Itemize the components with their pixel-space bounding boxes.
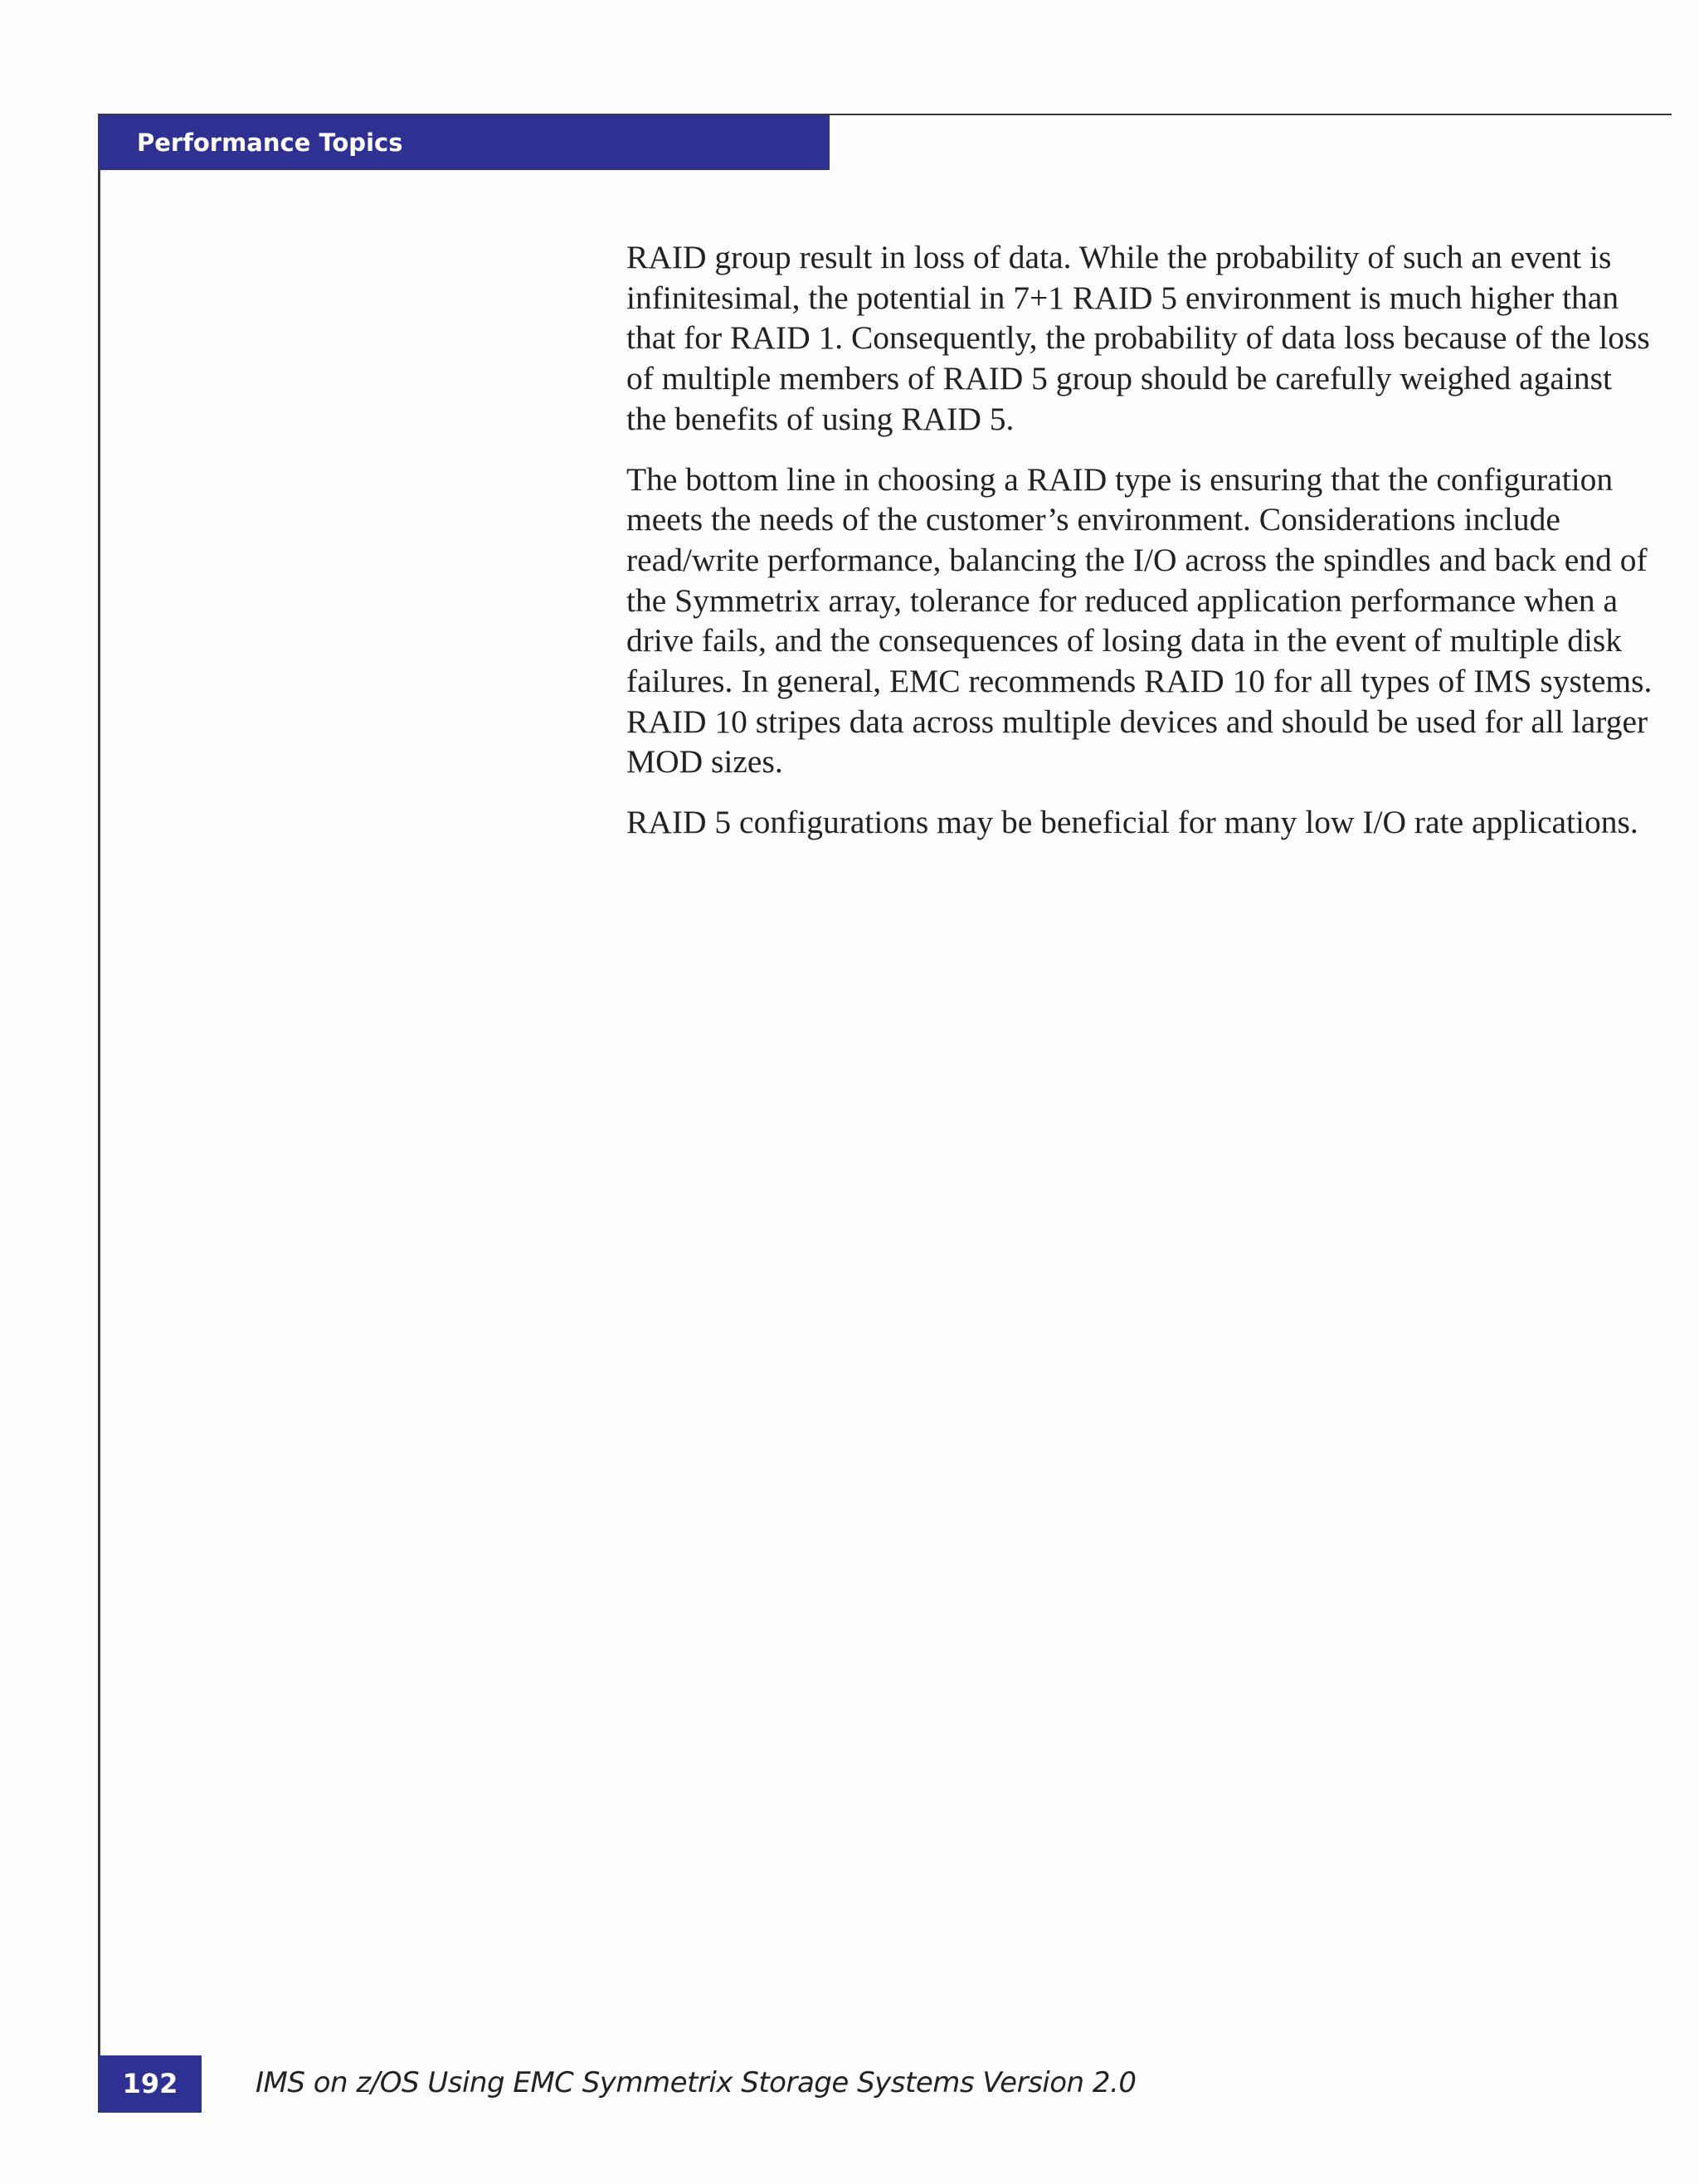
paragraph: RAID 5 configurations may be beneficial for many low I/O rate applications.	[626, 804, 1638, 841]
section-header-tab	[99, 115, 830, 170]
page-number-box	[99, 2055, 202, 2113]
paragraph: RAID group result in loss of data. While the probability of such an event is infinitesimal, the potential in 7+1 RAID 5 environment is much higher than that for RAID 1. Consequently, the probability of data loss because of the loss of multiple members of RAID 5 group should be carefully weighed against the benefits of using RAID 5.	[626, 239, 1650, 437]
section-title: Performance Topics	[137, 129, 403, 157]
page-number: 192	[122, 2068, 178, 2099]
paragraph: The bottom line in choosing a RAID type is ensuring that the configuration meets the needs of the customer’s environment. Considerations include read/write performance, balancing the I/O across the spindles and back end of the Symmetrix array, tolerance for reduced application performance when a drive fails, and the consequences of losing data in the event of multiple disk failures. In general, EMC recommends RAID 10 for all types of IMS systems. RAID 10 stripes data across multiple devices and should be used for all larger MOD sizes.	[626, 460, 1653, 781]
footer-book-title: IMS on z/OS Using EMC Symmetrix Storage Systems Version 2.0	[256, 2066, 1137, 2099]
margin-rule	[98, 114, 100, 2113]
body-text	[626, 237, 1655, 863]
